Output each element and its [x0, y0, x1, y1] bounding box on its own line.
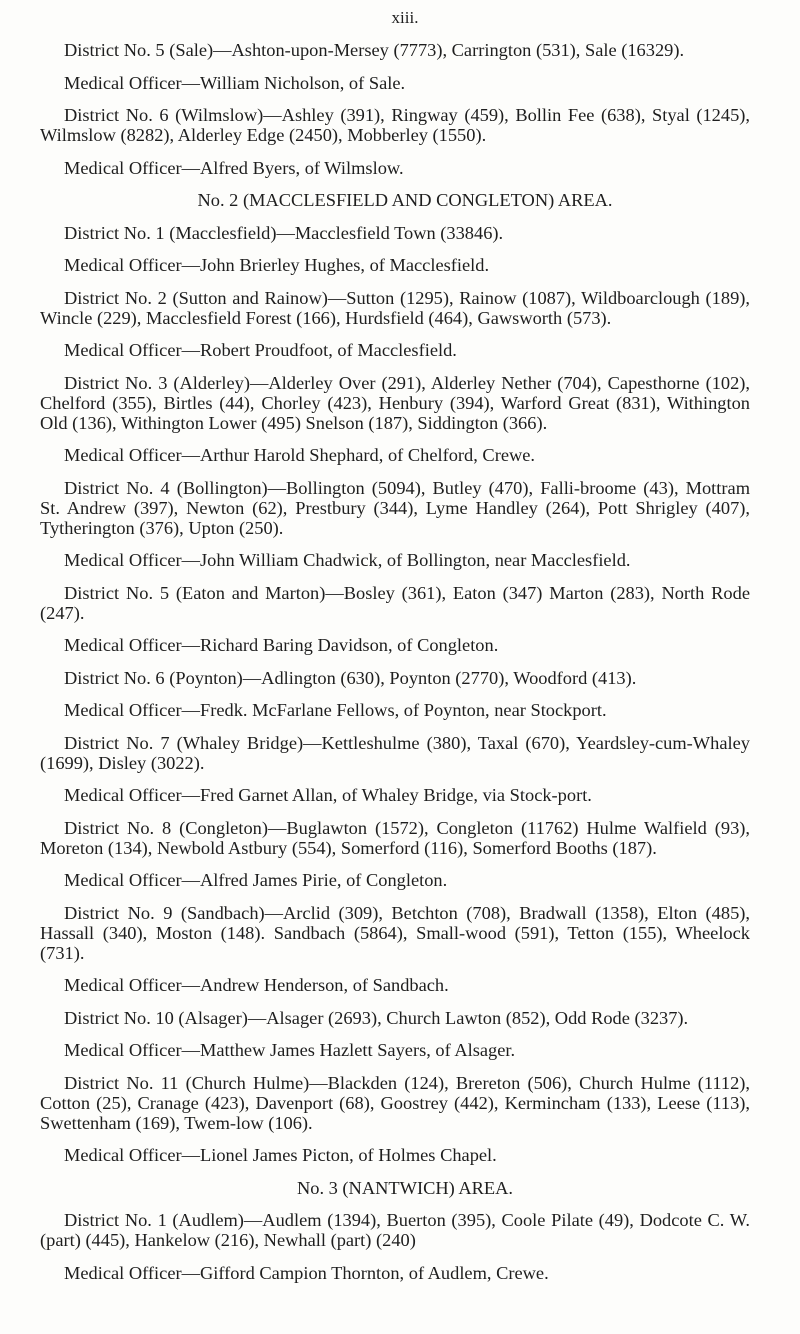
medical-officer-entry: Medical Officer—Richard Baring Davidson, of Congleton. [64, 635, 499, 655]
page-number: xiii. [391, 8, 419, 27]
medical-officer-entry: Medical Officer—Fredk. McFarlane Fellows, of Poynton, near Stockport. [64, 700, 607, 720]
district-entry: District No. 5 (Eaton and Marton)—Bosley (361), Eaton (347) Marton (283), North Rode (247). [40, 582, 750, 623]
district-entry: District No. 9 (Sandbach)—Arclid (309), Betchton (708), Bradwall (1358), Elton (485), Hassall (340), Moston (148). Sandbach (5864), Small-wood (591), Tetton (155), Wheelock (731). [40, 902, 750, 963]
district-entry: District No. 1 (Audlem)—Audlem (1394), Buerton (395), Coole Pilate (49), Dodcote C. W. (part) (445), Hankelow (216), Newhall (part) (240) [40, 1210, 750, 1250]
district-entry: District No. 4 (Bollington)—Bollington (5094), Butley (470), Falli-broome (43), Mottram St. Andrew (397), Newton (62), Prestbury (344), Lyme Handley (264), Pott Shrigley (407), Tytherington (376), Upton (250). [40, 477, 750, 538]
medical-officer-entry: Medical Officer—Andrew Henderson, of Sandbach. [64, 975, 449, 995]
district-entry: District No. 3 (Alderley)—Alderley Over (291), Alderley Nether (704), Capesthorne (102), Chelford (355), Birtles (44), Chorley (423), Henbury (394), Warford Great (831), Withington Old (136), Withington Lower (495) Snelson (187), Siddington (366). [40, 372, 750, 433]
medical-officer-entry: Medical Officer—Fred Garnet Allan, of Whaley Bridge, via Stock-port. [64, 785, 592, 805]
medical-officer-entry: Medical Officer—John Brierley Hughes, of Macclesfield. [64, 255, 490, 275]
district-entry: District No. 7 (Whaley Bridge)—Kettleshulme (380), Taxal (670), Yeardsley-cum-Whaley (1699), Disley (3022). [40, 732, 750, 773]
district-entry: District No. 2 (Sutton and Rainow)—Sutton (1295), Rainow (1087), Wildboarclough (189), Wincle (229), Macclesfield Forest (166), Hurdsfield (464), Gawsworth (573). [40, 287, 750, 328]
district-entry: District No. 5 (Sale)—Ashton-upon-Mersey (7773), Carrington (531), Sale (16329). [64, 40, 685, 60]
medical-officer-entry: Medical Officer—John William Chadwick, of Bollington, near Macclesfield. [64, 550, 631, 570]
medical-officer-entry: Medical Officer—Alfred James Pirie, of Congleton. [64, 870, 448, 890]
medical-officer-entry: Medical Officer—Gifford Campion Thornton, of Audlem, Crewe. [64, 1262, 549, 1283]
area-heading: No. 2 (MACCLESFIELD AND CONGLETON) AREA. [197, 190, 613, 210]
district-entry: District No. 6 (Poynton)—Adlington (630), Poynton (2770), Woodford (413). [64, 667, 637, 688]
medical-officer-entry: Medical Officer—Matthew James Hazlett Sayers, of Alsager. [64, 1040, 516, 1060]
medical-officer-entry: Medical Officer—Robert Proudfoot, of Macclesfield. [64, 340, 457, 360]
district-entry: District No. 6 (Wilmslow)—Ashley (391), Ringway (459), Bollin Fee (638), Styal (1245), Wilmslow (8282), Alderley Edge (2450), Mobberley (1550). [40, 105, 750, 145]
medical-officer-entry: Medical Officer—Lionel James Picton, of Holmes Chapel. [64, 1145, 497, 1165]
district-entry: District No. 1 (Macclesfield)—Macclesfield Town (33846). [64, 222, 504, 243]
district-entry: District No. 10 (Alsager)—Alsager (2693), Church Lawton (852), Odd Rode (3237). [64, 1007, 689, 1028]
medical-officer-entry: Medical Officer—William Nicholson, of Sale. [64, 72, 406, 93]
district-entry: District No. 8 (Congleton)—Buglawton (1572), Congleton (11762) Hulme Walfield (93), Moreton (134), Newbold Astbury (554), Somerford (116), Somerford Booths (187). [40, 817, 750, 858]
district-entry: District No. 11 (Church Hulme)—Blackden (124), Brereton (506), Church Hulme (1112), Cotton (25), Cranage (423), Davenport (68), Goostrey (442), Kermincham (133), Leese (113), Swettenham (169), Twem-low (106). [40, 1072, 750, 1133]
medical-officer-entry: Medical Officer—Alfred Byers, of Wilmslow. [64, 157, 404, 178]
medical-officer-entry: Medical Officer—Arthur Harold Shephard, of Chelford, Crewe. [64, 445, 536, 465]
area-heading: No. 3 (NANTWICH) AREA. [296, 1177, 514, 1198]
